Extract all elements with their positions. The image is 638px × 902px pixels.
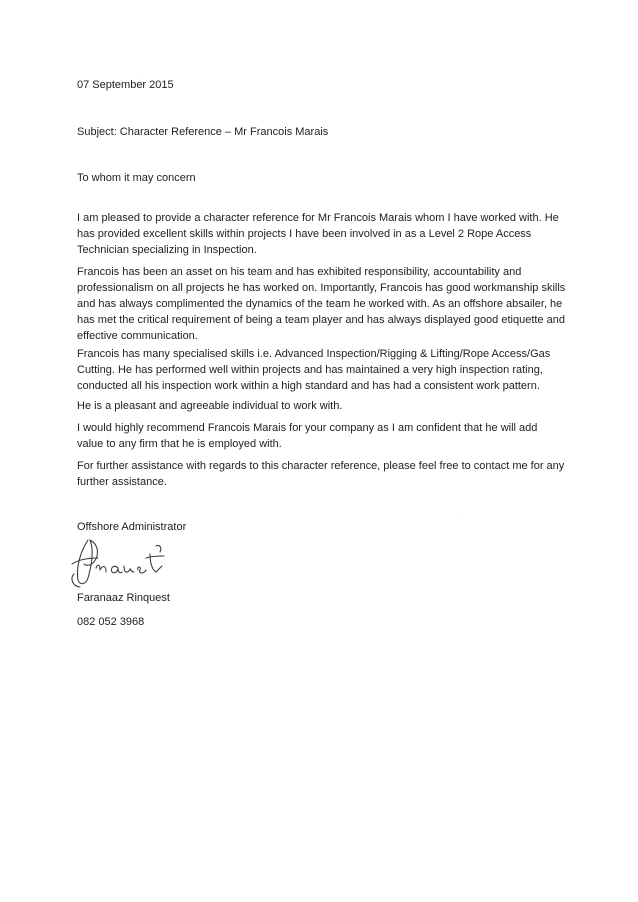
paragraph-line: Technician specializing in Inspection. (77, 244, 257, 256)
paragraph-line: effective communication. (77, 330, 198, 342)
handwritten-signature (68, 534, 188, 590)
paragraph-line: has met the critical requirement of being a team player and has always displayed good etiquette and (77, 314, 565, 326)
paragraph-line: value to any firm that he is employed with. (77, 438, 282, 450)
paragraph-line: I would highly recommend Francois Marais for your company as I am confident that he will add (77, 422, 538, 434)
scan-speck (138, 73, 139, 74)
paragraph-line: further assistance. (77, 476, 167, 488)
signatory-name: Faranaaz Rinquest (77, 592, 170, 604)
body-paragraph-6 (77, 458, 565, 490)
body-paragraph-4 (77, 398, 559, 414)
paragraph-line: conducted all his inspection work within a high standard and has had a consistent work pattern. (77, 380, 540, 392)
body-paragraph-2 (77, 264, 566, 344)
letter-date: 07 September 2015 (77, 79, 174, 91)
body-paragraph-3 (77, 346, 559, 394)
body-paragraph-5 (77, 420, 559, 452)
paragraph-line: He is a pleasant and agreeable individual to work with. (77, 400, 343, 412)
scan-speck (458, 518, 459, 519)
paragraph-line: and has always complimented the dynamics of the team he worked with. As an offshore absailer, he (77, 298, 563, 310)
paragraph-line: I am pleased to provide a character reference for Mr Francois Marais whom I have worked with. He (77, 212, 559, 224)
paragraph-line: has provided excellent skills within projects I have been involved in as a Level 2 Rope Access (77, 228, 532, 240)
letter-salutation: To whom it may concern (77, 172, 196, 184)
paragraph-line: professionalism on all projects he has worked on. Importantly, Francois has good workmanship skills (77, 282, 566, 294)
paragraph-line: Francois has many specialised skills i.e. Advanced Inspection/Rigging & Lifting/Rope Access/Gas (77, 348, 551, 360)
signatory-title: Offshore Administrator (77, 521, 187, 533)
paragraph-line: For further assistance with regards to this character reference, please feel free to contact me for any (77, 460, 565, 472)
letter-subject: Subject: Character Reference – Mr Francois Marais (77, 126, 329, 138)
paragraph-line: Cutting. He has performed well within projects and has maintained a very high inspection rating, (77, 364, 543, 376)
body-paragraph-1 (77, 210, 559, 258)
signatory-phone: 082 052 3968 (77, 616, 145, 628)
paragraph-line: Francois has been an asset on his team and has exhibited responsibility, accountability and (77, 266, 522, 278)
